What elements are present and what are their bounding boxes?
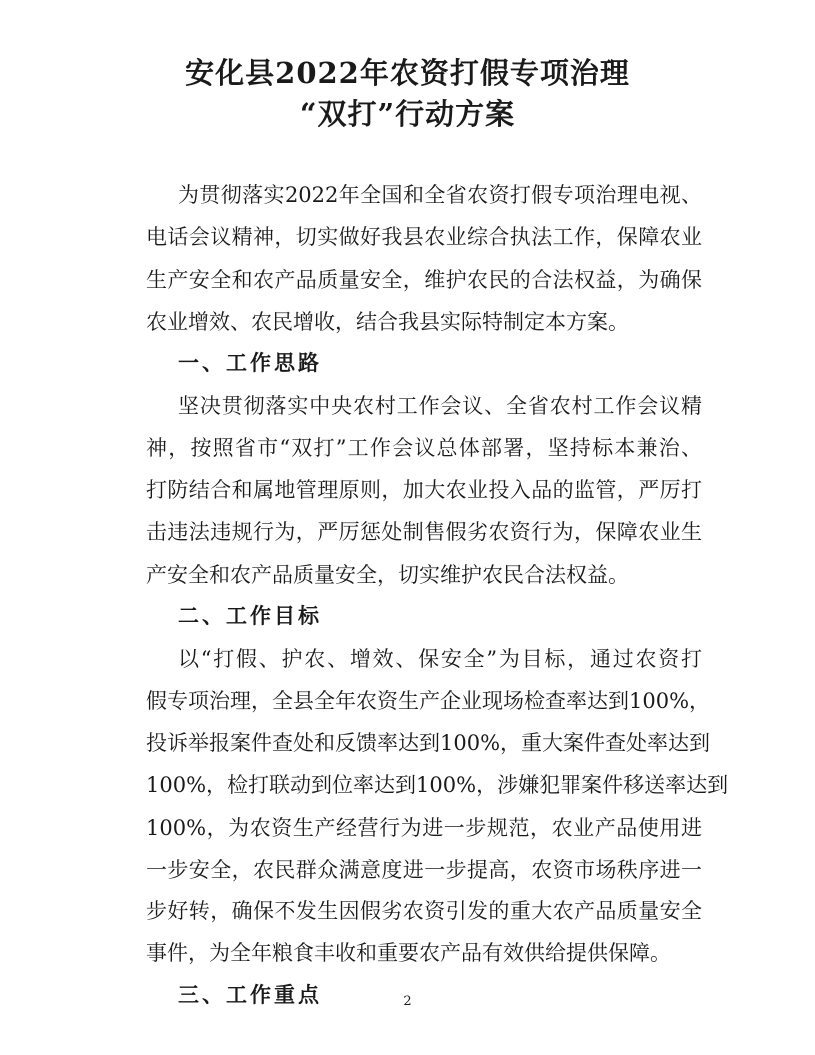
section-1-line: 打防结合和属地管理原则，加大农业投入品的监管，严厉打 — [146, 478, 702, 502]
section-1-line: 坚决贯彻落实中央农村工作会议、全省农村工作会议精 — [178, 394, 702, 418]
section-1-heading: 一、工作思路 — [178, 351, 322, 375]
section-1-line: 击违法违规行为，严厉惩处制售假劣农资行为，保障农业生 — [146, 520, 702, 544]
section-2-line: 一步安全，农民群众满意度进一步提高，农资市场秩序进一 — [146, 858, 702, 882]
section-2-line: 100%，检打联动到位率达到100%，涉嫌犯罪案件移送率达到 — [146, 773, 729, 797]
section-2-line: 100%，为农资生产经营行为进一步规范，农业产品使用进 — [146, 816, 702, 840]
section-2-line: 假专项治理，全县全年农资生产企业现场检查率达到100%， — [146, 689, 711, 713]
intro-line: 为贯彻落实2022年全国和全省农资打假专项治理电视、 — [178, 183, 702, 207]
section-2-line: 步好转，确保不发生因假劣农资引发的重大农产品质量安全 — [146, 899, 702, 923]
intro-line: 电话会议精神，切实做好我县农业综合执法工作，保障农业 — [146, 225, 702, 249]
section-2-line: 事件，为全年粮食丰收和重要农产品有效供给提供保障。 — [146, 941, 671, 965]
document-title-line-2: “双打”行动方案 — [299, 97, 516, 131]
section-2-heading: 二、工作目标 — [178, 604, 322, 628]
document-title-line-1: 安化县2022年农资打假专项治理 — [185, 56, 630, 90]
intro-line: 生产安全和农产品质量安全，维护农民的合法权益，为确保 — [146, 268, 702, 292]
section-2-line: 以“打假、护农、增效、保安全”为目标，通过农资打 — [178, 647, 702, 671]
section-1-line: 产安全和农产品质量安全，切实维护农民合法权益。 — [146, 563, 629, 587]
intro-line: 农业增效、农民增收，结合我县实际特制定本方案。 — [146, 310, 629, 334]
section-3-heading: 三、工作重点 — [178, 983, 322, 1007]
page-number: 2 — [403, 994, 412, 1009]
section-1-line: 神，按照省市“双打”工作会议总体部署，坚持标本兼治、 — [146, 436, 702, 460]
section-2-line: 投诉举报案件查处和反馈率达到100%，重大案件查处率达到 — [146, 731, 711, 755]
